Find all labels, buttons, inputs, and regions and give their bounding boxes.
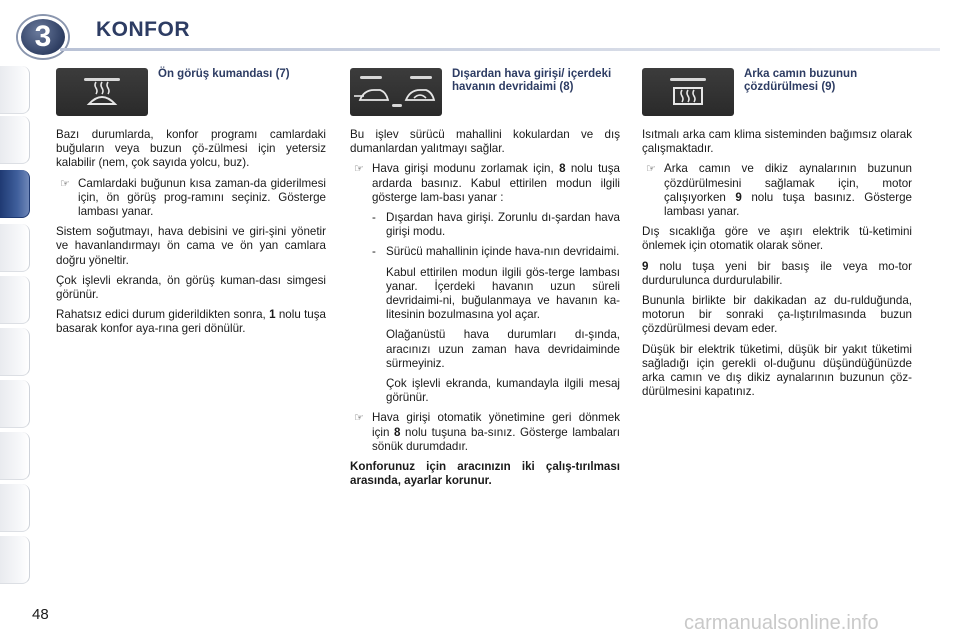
paragraph: Rahatsız edici durum giderildikten sonra, 1 nolu tuşa basarak konfor aya-rına geri dönülür. xyxy=(56,308,326,336)
rear-defrost-icon xyxy=(642,68,734,116)
chapter-badge xyxy=(18,16,68,58)
sub-item: - Dışardan hava girişi. Zorunlu dı-şardan hava girişi modu. xyxy=(372,211,620,239)
chapter-number: 3 xyxy=(34,20,52,53)
paragraph: Sistem soğutmayı, hava debisini ve giri-şini yönetir ve havanlandırmayı ön cama ve ön yan camlara doğru yöneltir. xyxy=(56,225,326,267)
pointing-hand-icon: ☞ xyxy=(60,177,70,190)
paragraph: Isıtmalı arka cam klima sisteminden bağımsız olarak çalışmaktadır. xyxy=(642,128,912,156)
front-defrost-icon xyxy=(56,68,148,116)
chapter-tab[interactable] xyxy=(0,276,30,324)
section-title: Ön görüş kumandası (7) xyxy=(158,68,290,80)
chapter-tab[interactable] xyxy=(0,432,30,480)
paragraph: Kabul ettirilen modun ilgili gös-terge lambası yanar. İçerdeki havanın uzun süreli devridaimi-ni, buğulanmaya ve havanın ka-litesinin bozulmasına yol açar. xyxy=(386,265,620,322)
paragraph: Olağanüstü hava durumları dı-şında, aracınızı uzun zaman hava devridaiminde sürmeyiniz. xyxy=(386,328,620,370)
chapter-tab[interactable] xyxy=(0,328,30,376)
paragraph: Çok işlevli ekranda, ön görüş kuman-dası simgesi görünür. xyxy=(56,273,326,302)
watermark: carmanualsonline.info xyxy=(684,612,879,634)
chapter-tab[interactable] xyxy=(0,116,30,164)
page-number: 48 xyxy=(32,606,49,623)
paragraph: 9 nolu tuşa yeni bir basış ile veya mo-tor durdurulunca durdurulabilir. xyxy=(642,259,912,287)
bullet-item: ☞ Hava girişi modunu zorlamak için, 8 nolu tuşa ardarda basınız. Kabul ettirilen modun ilgili gösterge lam-bası yanar : xyxy=(354,162,620,204)
chapter-tab[interactable] xyxy=(0,224,30,272)
section-front-defrost xyxy=(56,64,326,343)
sub-item: - Sürücü mahallinin içinde hava-nın devridaimi. xyxy=(372,245,620,259)
pointing-hand-icon: ☞ xyxy=(354,412,364,425)
bullet-item: ☞ Camlardaki buğunun kısa zaman-da giderilmesi için, ön görüş prog-ramını seçiniz. Gösterge lambası yanar. xyxy=(60,176,326,219)
section-air-recirculation xyxy=(350,64,620,494)
section-rear-defrost xyxy=(642,64,912,405)
header-divider xyxy=(60,48,940,51)
chapter-tab[interactable] xyxy=(0,484,30,532)
chapter-tab[interactable] xyxy=(0,380,30,428)
bullet-item: ☞ Arka camın ve dikiz aynalarının buzunun çözdürülmesini sağlamak için, motor çalışıyorken 9 nolu tuşa basınız. Gösterge lambası yanar. xyxy=(646,162,912,219)
pointing-hand-icon: ☞ xyxy=(646,163,656,176)
chapter-tab-strip xyxy=(0,66,30,586)
page-title: KONFOR xyxy=(96,18,190,41)
paragraph: Bu işlev sürücü mahallini kokulardan ve dış dumanlardan yalıtmayı sağlar. xyxy=(350,128,620,156)
paragraph: Bazı durumlarda, konfor programı camlardaki buğuların veya buzun çö-zülmesi için yetersiz kalabilir (nem, çok sayıda yolcu, buz). xyxy=(56,128,326,170)
paragraph: Çok işlevli ekranda, kumandayla ilgili mesaj görünür. xyxy=(386,377,620,405)
chapter-tab-active[interactable] xyxy=(0,170,30,218)
section-title: Dışardan hava girişi/ içerdeki havanın devridaimi (8) xyxy=(452,68,612,93)
paragraph: Bununla birlikte bir dakikadan az du-rulduğunda, motorun bir sonraki ça-lıştırılmasında buzun çözdürülmesi devam eder. xyxy=(642,294,912,336)
note-text: Konforunuz için aracınızın iki çalış-tırılması arasında, ayarlar korunur. xyxy=(350,460,620,488)
bullet-item: ☞ Hava girişi otomatik yönetimine geri dönmek için 8 nolu tuşuna ba-sınız. Gösterge lambaları sönük durumdadır. xyxy=(354,411,620,453)
pointing-hand-icon: ☞ xyxy=(354,163,364,176)
paragraph: Dış sıcaklığa göre ve aşırı elektrik tü-ketimini önlemek için otomatik olarak söner. xyxy=(642,225,912,253)
air-recirculation-icon xyxy=(350,68,442,116)
section-title: Arka camın buzunun çözdürülmesi (9) xyxy=(744,68,858,93)
chapter-tab[interactable] xyxy=(0,536,30,584)
chapter-tab[interactable] xyxy=(0,66,30,114)
paragraph: Düşük bir elektrik tüketimi, düşük bir yakıt tüketimi sağladığı için gerekli ol-duğunu düşündüğünüzde arka camın ve dış dikiz aynalarının buzunun çöz-dürülmesini kapatınız. xyxy=(642,342,912,399)
